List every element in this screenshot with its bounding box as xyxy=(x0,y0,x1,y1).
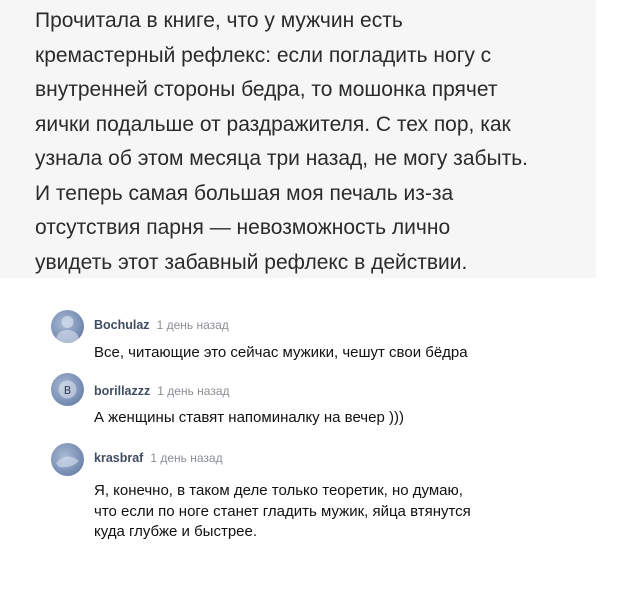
svg-text:B: B xyxy=(63,384,72,397)
post-card xyxy=(0,0,596,278)
comment-time[interactable]: 1 день назад xyxy=(156,318,229,332)
comment-author[interactable]: borillazzz xyxy=(94,384,151,398)
comment-text: Все, читающие это сейчас мужики, чешут свои бёдра xyxy=(94,344,468,361)
comment-time[interactable]: 1 день назад xyxy=(157,384,230,398)
user-avatar-icon[interactable] xyxy=(51,310,84,343)
user-avatar-icon[interactable] xyxy=(51,373,84,406)
comment-text: А женщины ставят напоминалку на вечер ))) xyxy=(94,409,404,426)
comment-time[interactable]: 1 день назад xyxy=(150,451,223,465)
post-text: Прочитала в книге, что у мужчин есть кремастерный рефлекс: если погладить ногу с внутренней стороны бедра, то мошонка прячет яички подальше от раздражителя. С тех пор, как узнала об этом месяца три назад, не могу забыть. И теперь самая большая моя печаль из-за отсутствия парня — невозможность лично увидеть этот забавный рефлекс в действии. xyxy=(35,9,529,274)
comment-author[interactable]: krasbraf xyxy=(94,451,144,465)
comment-text: Я, конечно, в таком деле только теоретик, но думаю, что если по ноге станет гладить мужик, яйца втянутся куда глубже и быстрее. xyxy=(94,482,471,540)
user-avatar-icon[interactable] xyxy=(51,443,84,476)
comment-author[interactable]: Bochulaz xyxy=(94,318,150,332)
